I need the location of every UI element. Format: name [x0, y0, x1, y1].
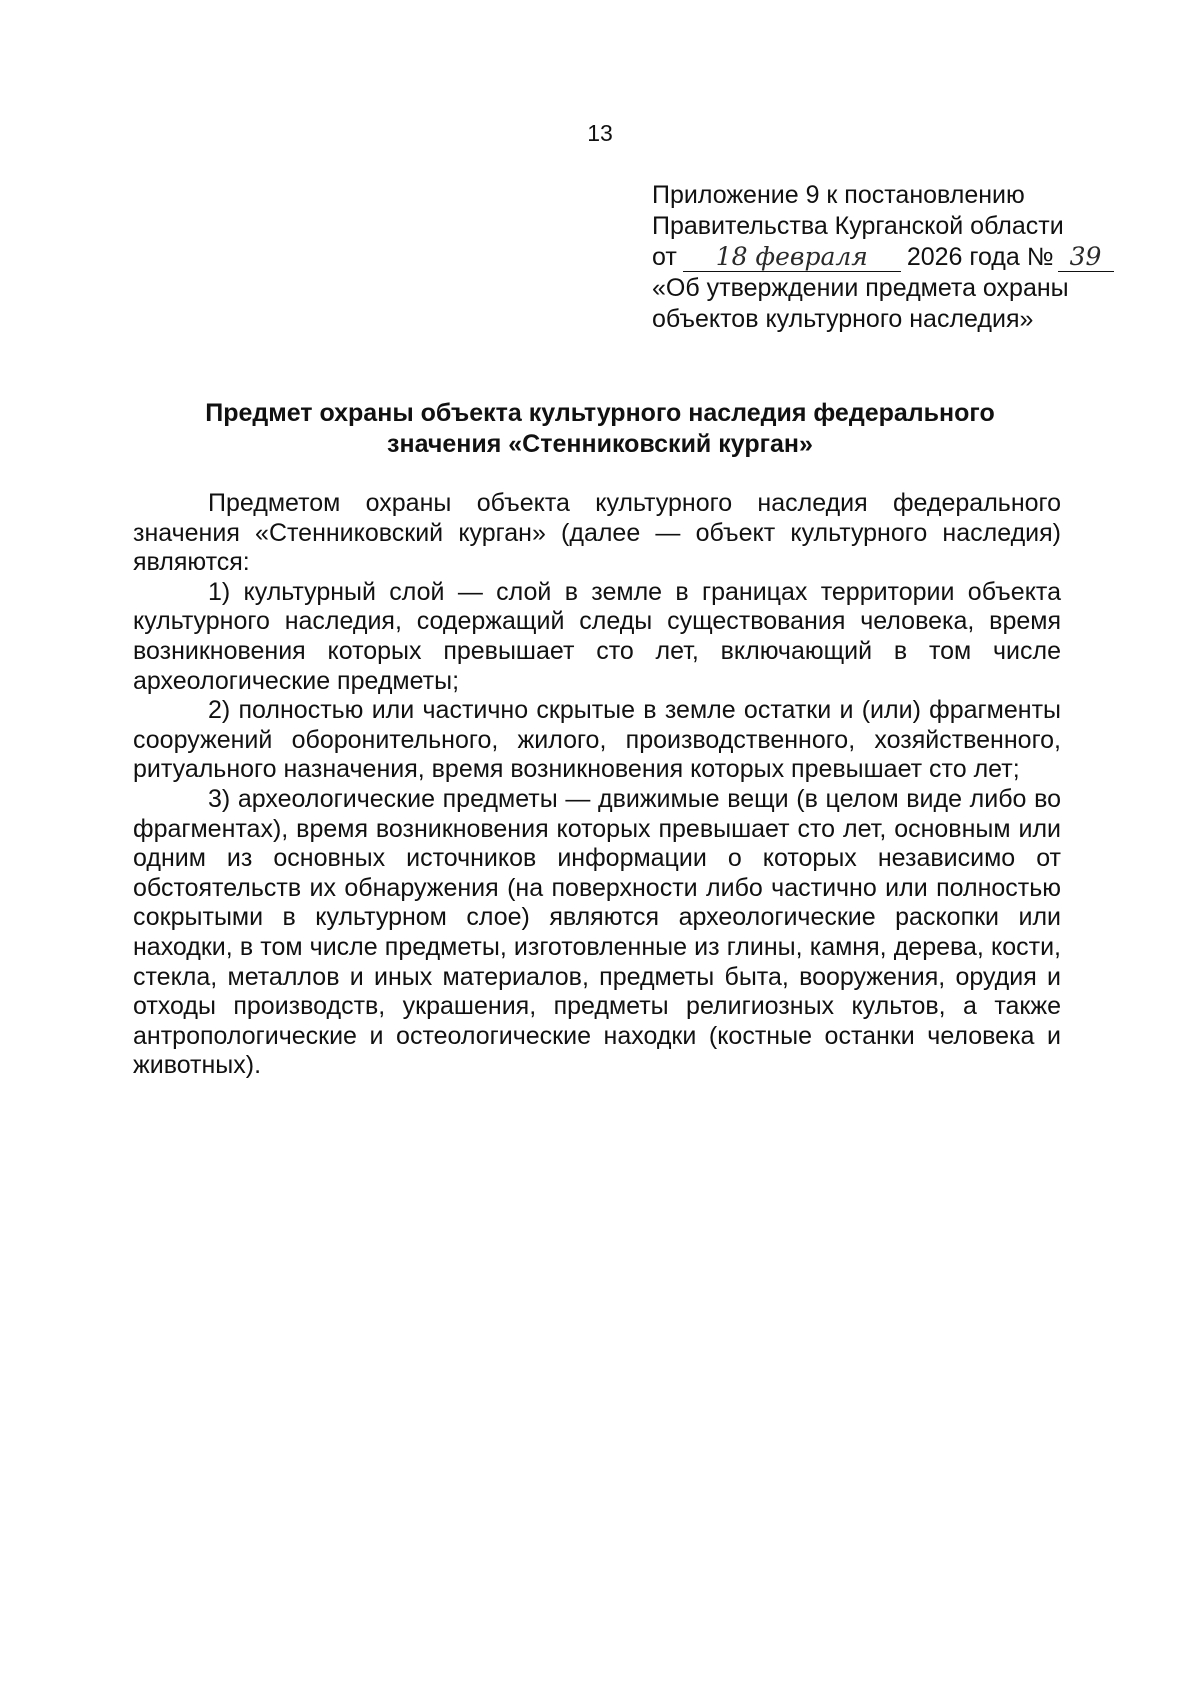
item-3-paragraph: 3) археологические предметы — движимые вещи (в целом виде либо во фрагментах), время возникновения которых превышает сто лет, основным или одним из основных источников информации о которых независимо от обстоятельств их обнаружения (на поверхности либо частично или полностью сокрытыми в культурном слое) являются археологические раскопки или находки, в том числе предметы, изготовленные из глины, камня, дерева, кости, стекла, металлов и иных материалов, предметы быта, вооружения, орудия и отходы производств, украшения, предметы религиозных культов, а также антропологические и остеологические находки (костные останки человека и животных).: [133, 784, 1061, 1080]
appendix-line-4: «Об утверждении предмета охраны: [652, 274, 1069, 302]
year-text: 2026 года №: [906, 243, 1054, 271]
appendix-line-2: Правительства Курганской области: [652, 212, 1064, 240]
intro-paragraph: Предметом охраны объекта культурного наследия федерального значения «Стенниковский курган» (далее — объект культурного наследия) являются:: [133, 489, 1061, 577]
item-2-paragraph: 2) полностью или частично скрытые в земле остатки и (или) фрагменты сооружений оборонительного, жилого, производственного, хозяйственного, ритуального назначения, время возникновения которых превышает сто лет;: [133, 696, 1061, 784]
title-line-1: Предмет охраны объекта культурного наследия федерального: [205, 399, 995, 427]
appendix-date-line: [652, 242, 1132, 273]
document-title: [130, 398, 1070, 460]
document-body: [133, 489, 1061, 1081]
handwritten-date: 18 февраля: [683, 245, 901, 272]
title-line-2: значения «Стенниковский курган»: [387, 430, 813, 458]
appendix-block: [652, 180, 1132, 335]
appendix-line-5: объектов культурного наследия»: [652, 305, 1034, 333]
item-1-paragraph: 1) культурный слой — слой в земле в границах территории объекта культурного наследия, содержащий следы существования человека, время возникновения которых превышает сто лет, включающий в том числе археологические предметы;: [133, 577, 1061, 695]
handwritten-number: 39: [1058, 245, 1114, 272]
appendix-line-1: Приложение 9 к постановлению: [652, 181, 1025, 209]
date-prefix: от: [652, 243, 677, 271]
page-number: 13: [587, 120, 613, 146]
